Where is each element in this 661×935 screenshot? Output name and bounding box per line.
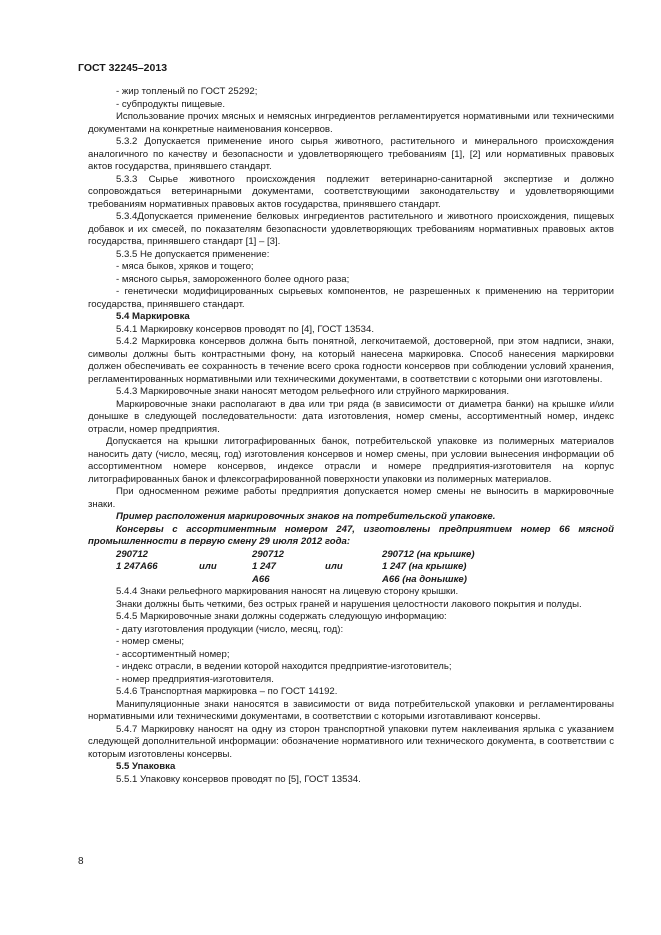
example-cell: 1 247 (на крышке): [382, 561, 467, 572]
example-title: Пример расположения маркировочных знаков на потребительской упаковке.: [116, 511, 496, 522]
example-table: [116, 549, 614, 587]
section-heading: 5.5 Упаковка: [116, 761, 176, 772]
example-cell: 290712 (на крышке): [382, 548, 475, 560]
example-row: [116, 549, 614, 562]
paragraph: При односменном режиме работы предприятия допускается номер смены не выносить в маркировочные знаки.: [88, 486, 614, 510]
example-cell: или: [199, 561, 217, 572]
list-item: - дату изготовления продукции (число, месяц, год):: [116, 623, 344, 635]
example-cell: 1 247: [252, 561, 277, 572]
paragraph: Знаки должны быть четкими, без острых граней и нарушения целостности лакового покрытия и полуды.: [116, 598, 582, 610]
list-item: - субпродукты пищевые.: [116, 98, 226, 110]
list-item: - индекс отрасли, в ведении которой находится предприятие-изготовитель;: [116, 661, 452, 672]
list-item: - генетически модифицированных сырьевых компонентов, не разрешенных к применению на территории государства, принявшего стандарт.: [88, 286, 614, 310]
paragraph: Использование прочих мясных и немясных ингредиентов регламентируется нормативными или техническими документами на конкретные наименования консервов.: [88, 111, 614, 135]
section-heading: 5.4 Маркировка: [116, 311, 190, 322]
example-cell: А66: [252, 573, 270, 585]
list-item: - номер предприятия-изготовителя.: [116, 673, 274, 685]
example-cell: 290712: [116, 548, 149, 560]
list-item: - номер смены;: [116, 636, 185, 647]
paragraph: 5.5.1 Упаковку консервов проводят по [5], ГОСТ 13534.: [116, 773, 361, 785]
document-header: ГОСТ 32245–2013: [78, 62, 168, 74]
paragraph: Маркировочные знаки располагают в два или три ряда (в зависимости от диаметра банки) на крышке и/или донышке в следующей последовательности: дата изготовления, номер смены, ассортиментный номер, индекс отрасли, номер предприятия.: [88, 398, 614, 435]
list-item: - мясного сырья, замороженного более одного раза;: [116, 273, 350, 285]
paragraph: 5.3.2 Допускается применение иного сырья животного, растительного и минерального происхождения аналогичного по качеству и безопасности и удовлетворяющего требованиям [1], [2] или нормативных правовых актов государства, принявшего стандарт.: [88, 136, 614, 172]
example-row: [116, 574, 614, 587]
paragraph: 5.4.7 Маркировку наносят на одну из сторон транспортной упаковки путем наклеивания ярлыка с указанием следующей дополнительной информации: обозначение нормативного или технического документа, в соответствии с которым изготовлены консервы.: [88, 723, 614, 760]
list-item: - мяса быков, хряков и тощего;: [116, 261, 254, 272]
example-cell: 1 247А66: [116, 561, 158, 572]
list-item: - ассортиментный номер;: [116, 648, 230, 660]
paragraph: 5.4.4 Знаки рельефного маркирования наносят на лицевую сторону крышки.: [116, 586, 459, 597]
example-description: Консервы с ассортиментным номером 247, изготовлены предприятием номер 66 мясной промышленности в первую смену 29 июля 2012 года:: [88, 523, 614, 547]
page-number: 8: [78, 856, 84, 867]
paragraph: 5.3.3 Сырье животного происхождения подлежит ветеринарно-санитарной экспертизе и должно сопровождаться ветеринарными документами, соответствующими законодательству и удовлетворяющими требованиям нормативных правовых актов государства, принявшего стандарт.: [88, 173, 614, 210]
list-item: - жир топленый по ГОСТ 25292;: [116, 86, 258, 97]
paragraph: Допускается на крышки литографированных банок, потребительской упаковке из полимерных материалов наносить дату (число, месяц, год) изготовления консервов и номер смены, при условии вынесения информации об ассортиментном номере консервов, индексе отрасли и номере предприятия-изготовителя на корпус литографированных банок и флексографированной поверхности упаковки из полимерных материалов.: [88, 436, 614, 485]
paragraph: 5.4.5 Маркировочные знаки должны содержать следующую информацию:: [116, 611, 447, 622]
example-cell: 290712: [252, 548, 285, 560]
paragraph: Манипуляционные знаки наносятся в зависимости от вида потребительской упаковки и регламентированы нормативными или техническими документами, в соответствии с которыми изготавливают консервы.: [88, 698, 614, 722]
paragraph: 5.3.5 Не допускается применение:: [116, 248, 270, 260]
example-row: [116, 561, 614, 574]
paragraph: 5.4.2 Маркировка консервов должна быть понятной, легкочитаемой, достоверной, при этом надписи, знаки, символы должны быть контрастными фону, на который нанесена маркировка. Способ нанесения маркировки должен обеспечивать ее сохранность в течение всего срока годности консервов при соблюдении условий хранения, регламентированных нормативными или техническими документами, в соответствии с которыми они изготовлены.: [88, 336, 614, 385]
paragraph: 5.4.1 Маркировку консервов проводят по [4], ГОСТ 13534.: [116, 323, 374, 335]
example-cell: или: [325, 561, 343, 572]
paragraph: 5.4.3 Маркировочные знаки наносят методом рельефного или струйного маркирования.: [116, 386, 510, 397]
paragraph: 5.4.6 Транспортная маркировка – по ГОСТ 14192.: [116, 686, 338, 697]
document-body: [88, 86, 614, 786]
paragraph: 5.3.4Допускается применение белковых ингредиентов растительного и животного происхождения, пищевых добавок и их смесей, по показателям безопасности удовлетворяющих требованиям нормативных правовых актов государства, принявшего стандарт [1] – [3].: [88, 211, 614, 247]
example-cell: А66 (на донышке): [382, 573, 467, 585]
